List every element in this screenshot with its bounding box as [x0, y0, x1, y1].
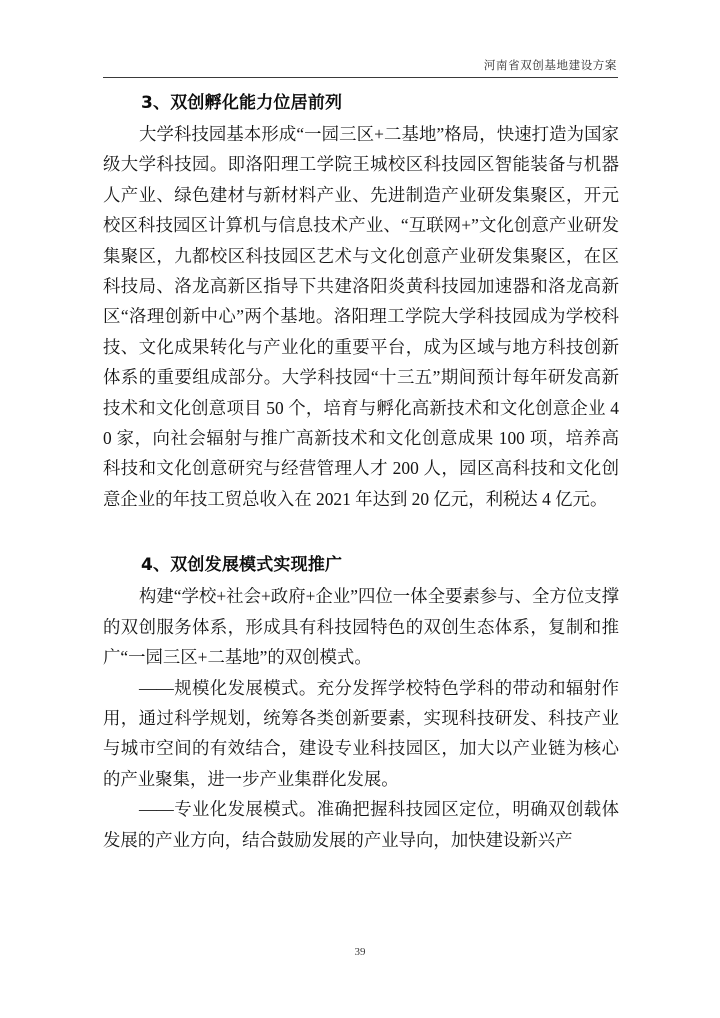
section-3-paragraph-1: 大学科技园基本形成“一园三区+二基地”格局，快速打造为国家级大学科技园。即洛阳理工学院王城校区科技园区智能装备与机器人产业、绿色建材与新材料产业、先进制造产业研发集聚区，开元校区科技园区计算机与信息技术产业、“互联网+”文化创意产业研发集聚区，九都校区科技园区艺术与文化创意产业研发集聚区，在区科技局、洛龙高新区指导下共建洛阳炎黄科技园加速器和洛龙高新区“洛理创新中心”两个基地。洛阳理工学院大学科技园成为学校科技、文化成果转化与产业化的重要平台，成为区域与地方科技创新体系的重要组成部分。大学科技园“十三五”期间预计每年研发高新技术和文化创意项目 50 个，培育与孵化高新技术和文化创意企业 40 家，向社会辐射与推广高新技术和文化创意成果 100 项，培养高科技和文化创意研究与经营管理人才 200 人，园区高科技和文化创意企业的年技工贸总收入在 2021 年达到 20 亿元，利税达 4 亿元。 — [103, 124, 619, 509]
section-heading-3: 3、双创孵化能力位居前列 — [141, 93, 343, 113]
header-divider — [103, 77, 618, 78]
document-body — [103, 88, 619, 855]
section-4-paragraph-2: ——规模化发展模式。充分发挥学校特色学科的带动和辐射作用，通过科学规划，统筹各类创新要素，实现科技研发、科技产业与城市空间的有效结合，建设专业科技园区，加大以产业链为核心的产业聚集，进一步产业集群化发展。 — [103, 677, 619, 789]
page-number: 39 — [354, 946, 366, 958]
section-heading-4: 4、双创发展模式实现推广 — [141, 555, 343, 576]
running-header — [103, 58, 618, 78]
section-4-paragraph-3: ——专业化发展模式。准确把握科技园区定位，明确双创载体发展的产业方向，结合鼓励发展的产业导向，加快建设新兴产 — [103, 799, 619, 850]
page-footer — [0, 945, 720, 959]
header-title: 河南省双创基地建设方案 — [483, 60, 617, 72]
section-4-paragraph-1: 构建“学校+社会+政府+企业”四位一体全要素参与、全方位支撑的双创服务体系，形成具有科技园特色的双创生态体系，复制和推广“一园三区+二基地”的双创模式。 — [103, 586, 619, 668]
